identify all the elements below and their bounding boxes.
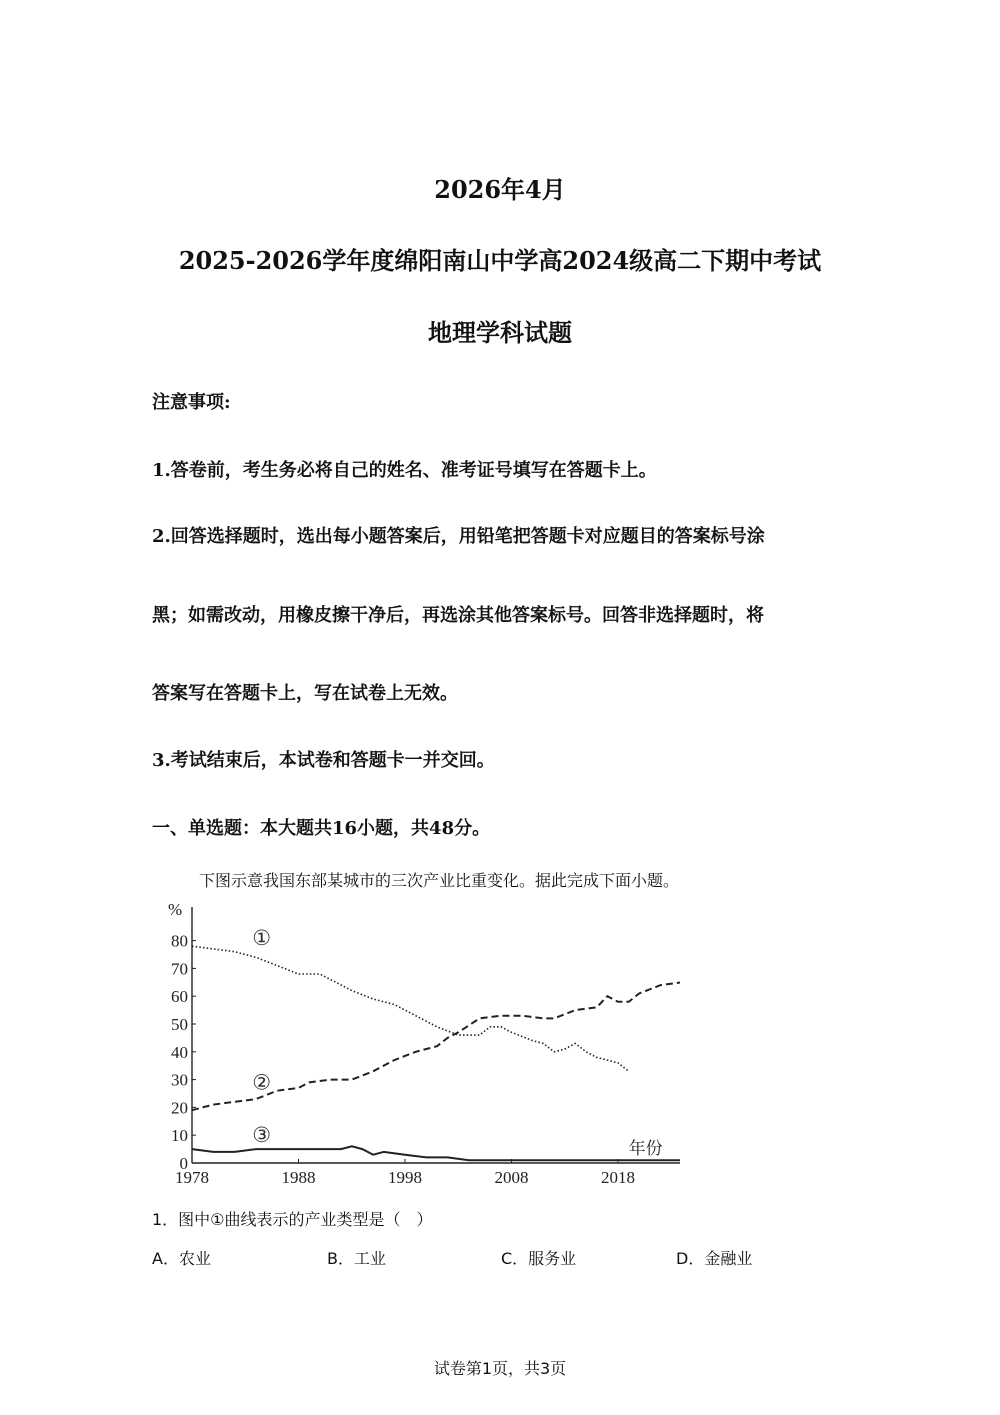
note-item-2-line-1: 2.回答选择题时，选出每小题答案后，用铅笔把答题卡对应题目的答案标号涂	[152, 526, 765, 547]
y-tick-label: 30	[171, 1070, 188, 1090]
exam-title: 2025-2026学年度绵阳南山中学高2024级高二下期中考试	[178, 246, 822, 275]
series-line-3	[192, 1146, 680, 1160]
x-tick-label: 1978	[175, 1168, 209, 1187]
series-label-1: ①	[252, 925, 272, 950]
y-tick-label: 80	[171, 931, 188, 951]
industry-share-chart	[160, 895, 680, 1190]
series-line-1	[192, 946, 629, 1071]
option-b[interactable]: B．工业	[327, 1249, 386, 1268]
note-item-3: 3.考试结束后，本试卷和答题卡一并交回。	[152, 750, 495, 771]
series-label-3: ③	[252, 1123, 272, 1148]
notes-heading: 注意事项:	[152, 392, 231, 413]
x-tick-label: 1988	[281, 1168, 316, 1187]
x-tick-label: 1998	[388, 1168, 422, 1187]
option-d[interactable]: D．金融业	[676, 1249, 753, 1268]
y-tick-label: 70	[171, 959, 188, 979]
material-intro: 下图示意我国东部某城市的三次产业比重变化。据此完成下面小题。	[199, 871, 680, 890]
y-tick-label: 20	[171, 1098, 188, 1118]
page-footer: 试卷第1页，共3页	[433, 1359, 567, 1378]
series-label-2: ②	[252, 1070, 272, 1095]
y-axis-label: %	[168, 900, 183, 919]
option-a[interactable]: A．农业	[152, 1249, 211, 1268]
note-item-2-line-3: 答案写在答题卡上，写在试卷上无效。	[152, 683, 458, 704]
option-c[interactable]: C．服务业	[501, 1249, 577, 1268]
y-tick-label: 40	[171, 1042, 188, 1062]
note-item-1: 1.答卷前，考生务必将自己的姓名、准考证号填写在答题卡上。	[152, 460, 657, 481]
question-1-stem: 1．图中①曲线表示的产业类型是（ ）	[152, 1210, 433, 1229]
section-heading: 一、单选题：本大题共16小题，共48分。	[152, 818, 491, 839]
y-tick-label: 60	[171, 987, 188, 1007]
chart-ticks	[168, 900, 663, 1187]
exam-date: 2026年4月	[434, 175, 566, 204]
x-axis-label: 年份	[628, 1139, 663, 1158]
y-tick-label: 0	[179, 1154, 188, 1173]
x-tick-label: 2008	[494, 1168, 529, 1187]
x-tick-label: 2018	[601, 1168, 635, 1187]
y-tick-label: 50	[171, 1015, 188, 1034]
note-item-2-line-2: 黑；如需改动，用橡皮擦干净后，再选涂其他答案标号。回答非选择题时，将	[152, 605, 764, 626]
y-tick-label: 10	[171, 1126, 188, 1146]
exam-subject-title: 地理学科试题	[428, 318, 572, 347]
